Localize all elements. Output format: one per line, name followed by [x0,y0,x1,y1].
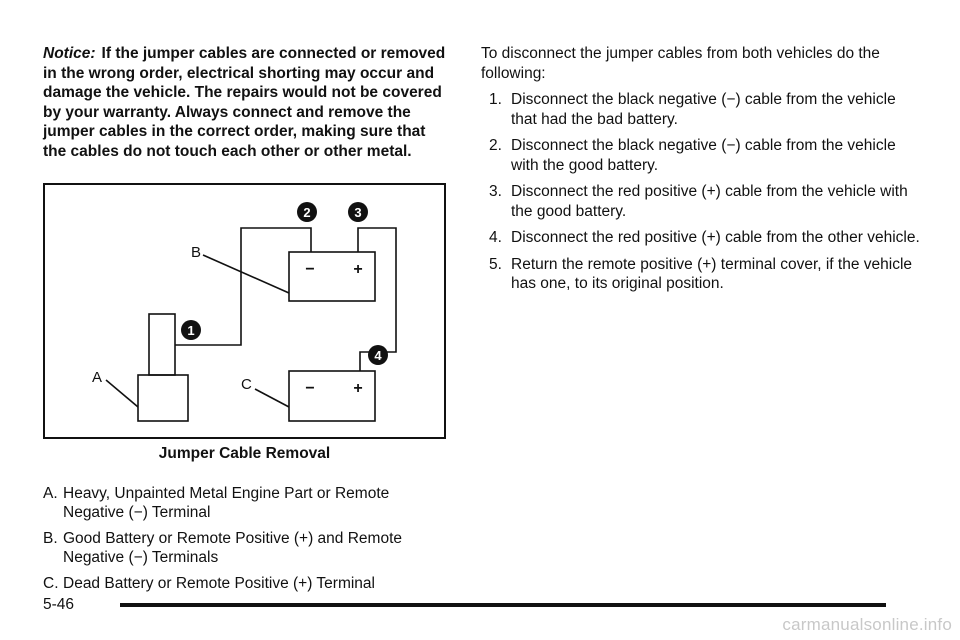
disconnect-instructions [481,44,921,301]
figure-legend [43,484,448,600]
step-number: 3. [489,183,502,200]
label-b: B [191,244,202,261]
dead-battery-plus: + [353,380,363,397]
legend-item [43,529,448,567]
good-battery-plus: + [353,261,363,278]
notice-paragraph [43,44,448,161]
step-text: Disconnect the black negative (−) cable from the vehicle with the good battery. [511,137,896,174]
watermark: carmanualsonline.info [782,615,952,634]
step-item [481,136,921,175]
marker-4-label: 4 [374,348,382,363]
legend-key: A. [43,485,58,502]
diagram-svg [45,185,444,437]
legend-item [43,484,448,522]
legend-text: Dead Battery or Remote Positive (+) Terminal [63,575,375,592]
step-text: Disconnect the red positive (+) cable from the other vehicle. [511,229,920,246]
figure-caption: Jumper Cable Removal [158,445,331,462]
marker-1-label: 1 [187,323,195,338]
marker-3-label: 3 [354,205,362,220]
leader-b [203,255,289,293]
step-text: Disconnect the black negative (−) cable from the vehicle that had the bad battery. [511,91,896,128]
good-battery-minus: − [305,261,315,278]
step-text: Disconnect the red positive (+) cable from the vehicle with the good battery. [511,183,908,220]
step-number: 5. [489,255,502,273]
step-text: Return the remote positive (+) terminal cover, if the vehicle has one, to its original position. [511,255,913,292]
footer-rule [120,603,886,607]
legend-item [43,574,448,593]
legend-key: C. [43,575,59,592]
leader-a [106,380,138,407]
step-item [481,255,921,294]
engine-part-post [149,314,175,375]
label-c: C [241,376,252,393]
dead-battery-minus: − [305,380,315,397]
step-number: 2. [489,137,502,154]
notice-text: If the jumper cables are connected or removed in the wrong order, electrical shorting may occur and damage the vehicle. The repairs would not be covered by your warranty. Always connect and remove the jumper cables in the correct order, making sure that the cables do not touch each other or other metal. [43,45,446,160]
steps-list [481,90,921,294]
leader-c [255,389,289,407]
jumper-cable-diagram [43,183,446,439]
marker-2-label: 2 [303,205,311,220]
legend-text: Heavy, Unpainted Metal Engine Part or Remote Negative (−) Terminal [63,485,390,521]
label-a: A [92,369,103,386]
page-number: 5-46 [43,596,75,613]
engine-part-block [138,375,188,421]
notice-label: Notice: [43,45,96,62]
legend-text: Good Battery or Remote Positive (+) and Remote Negative (−) Terminals [63,530,403,566]
step-number: 4. [489,229,502,246]
step-item [481,228,921,248]
step-number: 1. [489,91,502,108]
step-item [481,90,921,129]
instructions-intro: To disconnect the jumper cables from both vehicles do the following: [481,45,880,82]
step-item [481,182,921,221]
legend-key: B. [43,530,58,547]
